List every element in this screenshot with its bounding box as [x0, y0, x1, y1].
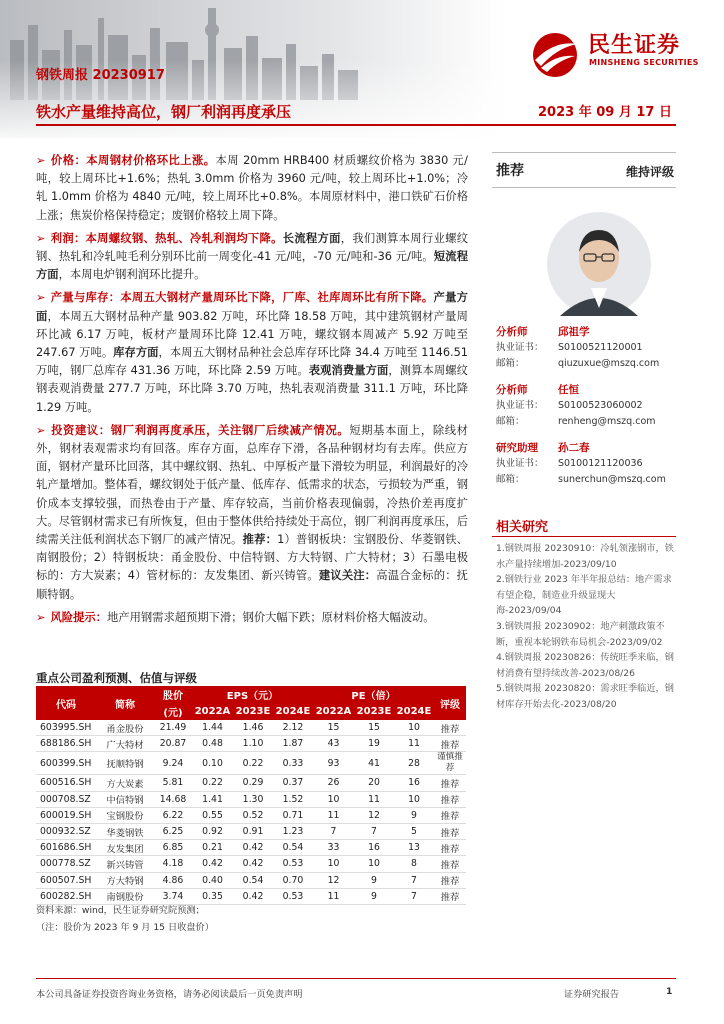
- table-cell: 6.85: [154, 840, 192, 856]
- table-cell: 0.55: [192, 807, 233, 823]
- report-title: 铁水产量维持高位，钢厂利润再度承压: [36, 103, 292, 121]
- analyst-2: [496, 382, 676, 430]
- table-cell: 推荐: [434, 807, 466, 823]
- table-cell: 推荐: [434, 791, 466, 807]
- table-cell: 12: [354, 807, 394, 823]
- report-series: 钢铁周报 20230917: [36, 68, 165, 83]
- table-cell: 1.46: [233, 720, 273, 736]
- header-eps: EPS（元）: [192, 686, 313, 703]
- table-cell: 宝钢股份: [96, 807, 154, 823]
- header-name: 简称: [96, 686, 154, 720]
- cert-number: S0100523060002: [558, 400, 643, 411]
- table-cell: 广大特材: [96, 736, 154, 752]
- header-year: 2024E: [273, 703, 313, 720]
- table-row: [36, 872, 466, 888]
- table-title: 重点公司盈利预测、估值与评级: [36, 671, 197, 685]
- table-cell: 600282.SH: [36, 888, 96, 904]
- paragraph-price: [36, 152, 468, 225]
- table-cell: 4.86: [154, 872, 192, 888]
- report-date: 2023 年 09 月 17 日: [538, 105, 672, 120]
- table-cell: 0.40: [192, 872, 233, 888]
- header-divider: [36, 124, 676, 126]
- table-cell: 600516.SH: [36, 775, 96, 791]
- table-price-note: （注：股价为 2023 年 9 月 15 日收盘价）: [36, 922, 214, 933]
- table-cell: 13: [394, 840, 434, 856]
- table-cell: 28: [394, 752, 434, 775]
- investment-lead: 投资建议：钢厂利润再度承压，关注钢厂后续减产情况。: [50, 423, 350, 437]
- table-cell: 2.12: [273, 720, 313, 736]
- table-cell: 0.91: [233, 823, 273, 839]
- table-cell: 推荐: [434, 888, 466, 904]
- paragraph-investment: [36, 422, 468, 604]
- table-cell: 1.10: [233, 736, 273, 752]
- header-year: 2023E: [233, 703, 273, 720]
- investment-bold-2: 建议关注：: [318, 569, 377, 583]
- analyst-name: 孙二春: [558, 442, 590, 454]
- header-code: 代码: [36, 686, 96, 720]
- profit-bold-2: 短流程方面: [36, 250, 468, 282]
- table-cell: 0.42: [233, 840, 273, 856]
- sidebar: [492, 152, 676, 710]
- table-row: [36, 752, 466, 775]
- table-cell: 9: [354, 872, 394, 888]
- table-cell: 1.41: [192, 791, 233, 807]
- paragraph-output-inventory: [36, 289, 468, 416]
- analyst-role: 分析师: [496, 326, 528, 338]
- table-cell: 10: [394, 791, 434, 807]
- investment-text-3: 高温合金标的：抚顺特钢。: [36, 569, 468, 601]
- table-cell: 推荐: [434, 775, 466, 791]
- bullet-icon: ➢: [36, 610, 46, 624]
- rating-status: 维持评级: [625, 165, 674, 179]
- table-cell: 0.54: [233, 872, 273, 888]
- table-cell: 友发集团: [96, 840, 154, 856]
- footer-divider: [36, 978, 676, 979]
- footer-disclaimer: 本公司具备证券投资咨询业务资格，请务必阅读最后一页免责声明: [36, 989, 303, 1000]
- table-cell: 0.92: [192, 823, 233, 839]
- table-cell: 推荐: [434, 823, 466, 839]
- table-cell: 0.42: [233, 856, 273, 872]
- paragraph-profit: [36, 230, 468, 285]
- analyst-photo: [546, 204, 652, 324]
- profit-lead: 利润：本周螺纹钢、热轧、冷轧利润均下降。: [50, 231, 283, 245]
- paragraph-risk: [36, 609, 468, 627]
- related-research-item[interactable]: 5.钢铁周报 20230820：需求旺季临近，钢材库存开始去化-2023/08/20: [496, 683, 674, 710]
- header-pe: PE（倍）: [313, 686, 434, 703]
- cert-label: 执业证书：: [496, 458, 544, 469]
- table-cell: 0.70: [273, 872, 313, 888]
- table-cell: 方大特钢: [96, 872, 154, 888]
- table-cell: 603995.SH: [36, 720, 96, 736]
- table-row: [36, 775, 466, 791]
- investment-bold-1: 推荐：: [242, 533, 278, 547]
- table-cell: 0.10: [192, 752, 233, 775]
- bullet-icon: ➢: [36, 231, 46, 245]
- table-cell: 谨慎推荐: [434, 752, 466, 775]
- table-cell: 10: [394, 720, 434, 736]
- table-cell: 7: [394, 888, 434, 904]
- table-cell: 9.24: [154, 752, 192, 775]
- rating-box: [492, 152, 676, 188]
- price-lead: 价格：本周钢材价格环比上涨。: [50, 154, 216, 167]
- email-address[interactable]: renheng@mszq.com: [558, 416, 656, 427]
- table-cell: 推荐: [434, 840, 466, 856]
- table-cell: 0.42: [233, 888, 273, 904]
- profit-text-2: ，本周电炉钢利润环比提升。: [58, 268, 206, 282]
- table-cell: 43: [313, 736, 354, 752]
- table-row: [36, 736, 466, 752]
- bullet-icon: ➢: [36, 423, 46, 437]
- table-cell: 0.33: [273, 752, 313, 775]
- table-cell: 11: [354, 791, 394, 807]
- table-cell: 10: [313, 856, 354, 872]
- cert-label: 执业证书：: [496, 342, 544, 353]
- output-text-3: ，测算本周螺纹钢表观消费量 277.7 万吨，环比降 3.70 万吨，热轧表观消费量 311.1 万吨，环比降 1.29 万吨。: [36, 364, 468, 414]
- cert-number: S0100521120001: [558, 342, 643, 353]
- logo-subtitle: MINSHENG SECURITIES: [589, 58, 699, 67]
- output-text-1: ，本周五大钢材品种产量 903.82 万吨，环比降 18.58 万吨，其中建筑钢材产量周环比减 6.17 万吨，板材产量周环比降 12.41 万吨，螺纹钢本周减产 5.92 万吨至 247.67 万吨。: [36, 309, 468, 360]
- table-cell: 推荐: [434, 856, 466, 872]
- output-bold-2: 库存方面: [113, 346, 159, 360]
- table-cell: 0.22: [233, 752, 273, 775]
- table-cell: 000778.SZ: [36, 856, 96, 872]
- table-cell: 0.52: [233, 807, 273, 823]
- table-cell: 1.23: [273, 823, 313, 839]
- related-research-item[interactable]: 2.钢铁行业 2023 年半年报总结：地产需求有望企稳，制造业升级显现大海-2023/09/04: [496, 574, 672, 617]
- table-source-note: 资料来源：wind，民生证券研究院预测；: [36, 905, 205, 916]
- related-research-item[interactable]: 4.钢铁周报 20230826：传统旺季来临，钢材消费有望持续改善-2023/08/26: [496, 652, 674, 679]
- profit-text-1: ，我们测算本周行业螺纹钢、热轧和冷轧吨毛利分别环比前一周变化-41 元/吨，-70 元/吨和-36 元/吨。: [36, 231, 468, 264]
- analyst-role: 研究助理: [496, 442, 538, 454]
- table-cell: 15: [354, 720, 394, 736]
- table-cell: 8: [394, 856, 434, 872]
- table-cell: 7: [394, 872, 434, 888]
- investment-text-1: 短期基本面上，除线材外，钢材表观需求均有回落。库存方面，总库存下滑，各品种钢材均有去库。供应方面，钢材产量环比回落，其中螺纹钢、热轧、中厚板产量下滑较为明显，利润最好的冷轧产量增加。整体看，螺纹钢处于低产量、低库存、低需求的状态，亏损较为严重，钢价成本支撑较强，而热卷由于产量、库存较高，当前价格表现偏弱，冷热价差再度扩大。尽管钢材需求已有所恢复，但由于整体供给持续处于高位，钢厂利润再度承压，后续需关注低利润状态下钢厂的减产情况。: [36, 423, 468, 547]
- header-price-unit: (元): [154, 703, 192, 720]
- table-cell: 0.71: [273, 807, 313, 823]
- table-cell: 5: [394, 823, 434, 839]
- table-cell: 推荐: [434, 872, 466, 888]
- analyst-3: [496, 440, 676, 488]
- email-address[interactable]: sunerchun@mszq.com: [558, 474, 666, 485]
- header-year: 2022A: [313, 703, 354, 720]
- table-cell: 抚顺特钢: [96, 752, 154, 775]
- table-cell: 10: [354, 856, 394, 872]
- table-cell: 6.22: [154, 807, 192, 823]
- table-cell: 11: [313, 888, 354, 904]
- table-cell: 19: [354, 736, 394, 752]
- table-row: [36, 840, 466, 856]
- related-research-item[interactable]: 3.钢铁周报 20230902：地产刺激政策不断，重视本轮钢铁布局机会-2023/09/02: [496, 620, 665, 648]
- table-cell: 688186.SH: [36, 736, 96, 752]
- header-year: 2022A: [192, 703, 233, 720]
- footer-doc-type: 证券研究报告: [564, 989, 620, 1000]
- output-bold-3: 表观消费量方面: [308, 364, 389, 378]
- table-cell: 1.44: [192, 720, 233, 736]
- table-cell: 7: [313, 823, 354, 839]
- email-address[interactable]: qiuzuxue@mszq.com: [558, 358, 660, 369]
- table-cell: 14.68: [154, 791, 192, 807]
- table-cell: 600019.SH: [36, 807, 96, 823]
- table-cell: 0.35: [192, 888, 233, 904]
- table-cell: 0.29: [233, 775, 273, 791]
- table-cell: 南钢股份: [96, 888, 154, 904]
- table-row: [36, 807, 466, 823]
- table-cell: 方大炭素: [96, 775, 154, 791]
- table-cell: 5.81: [154, 775, 192, 791]
- email-label: 邮箱：: [496, 474, 525, 485]
- related-research-list: [496, 541, 674, 713]
- related-research-title: 相关研究: [496, 520, 549, 535]
- table-cell: 600507.SH: [36, 872, 96, 888]
- table-cell: 601686.SH: [36, 840, 96, 856]
- risk-text: 地产用钢需求超预期下滑；钢价大幅下跌；原材料价格大幅波动。: [106, 610, 435, 624]
- rating-label: 推荐: [496, 163, 524, 179]
- table-cell: 0.53: [273, 888, 313, 904]
- table-cell: 93: [313, 752, 354, 775]
- table-cell: 000708.SZ: [36, 791, 96, 807]
- table-cell: 0.22: [192, 775, 233, 791]
- table-cell: 推荐: [434, 736, 466, 752]
- table-cell: 16: [354, 840, 394, 856]
- table-cell: 600399.SH: [36, 752, 96, 775]
- table-cell: 1.30: [233, 791, 273, 807]
- main-content: [36, 152, 468, 632]
- table-row: [36, 856, 466, 872]
- analyst-role: 分析师: [496, 384, 528, 396]
- header-year: 2023E: [354, 703, 394, 720]
- table-cell: 11: [313, 807, 354, 823]
- cert-number: S0100121120036: [558, 458, 643, 469]
- table-row: [36, 720, 466, 736]
- table-cell: 15: [313, 720, 354, 736]
- table-cell: 3.74: [154, 888, 192, 904]
- output-bold-1: 产量方面: [36, 291, 468, 323]
- table-cell: 新兴铸管: [96, 856, 154, 872]
- table-cell: 21.49: [154, 720, 192, 736]
- header-rating: 评级: [434, 686, 466, 720]
- table-cell: 9: [394, 807, 434, 823]
- table-cell: 中信特钢: [96, 791, 154, 807]
- header-year: 2024E: [394, 703, 434, 720]
- email-label: 邮箱：: [496, 416, 525, 427]
- header-price: 股价: [154, 686, 192, 703]
- table-cell: 20: [354, 775, 394, 791]
- related-research-item[interactable]: 1.钢铁周报 20230910：冷轧领涨钢市，铁水产量持续增加-2023/09/10: [496, 543, 674, 570]
- table-cell: 0.37: [273, 775, 313, 791]
- risk-lead: 风险提示：: [50, 610, 107, 624]
- cert-label: 执业证书：: [496, 400, 544, 411]
- table-cell: 12: [313, 872, 354, 888]
- page-number: 1: [666, 986, 673, 997]
- table-cell: 0.48: [192, 736, 233, 752]
- table-cell: 0.53: [273, 856, 313, 872]
- table-row: [36, 791, 466, 807]
- earnings-table: [36, 686, 466, 905]
- output-text-2: ，本周五大钢材品种社会总库存环比降 34.4 万吨至 1146.51 万吨，钢厂总库存 431.36 万吨，环比降 2.59 万吨。: [36, 346, 468, 378]
- table-row: [36, 823, 466, 839]
- table-cell: 1.87: [273, 736, 313, 752]
- table-cell: 华菱钢铁: [96, 823, 154, 839]
- table-cell: 6.25: [154, 823, 192, 839]
- table-cell: 000932.SZ: [36, 823, 96, 839]
- table-cell: 16: [394, 775, 434, 791]
- table-cell: 推荐: [434, 720, 466, 736]
- table-cell: 20.87: [154, 736, 192, 752]
- profit-bold-1: 长流程方面: [282, 231, 341, 245]
- logo-mark: [527, 30, 583, 80]
- table-cell: 甬金股份: [96, 720, 154, 736]
- analyst-name: 任恒: [558, 384, 579, 396]
- related-research-divider: [492, 536, 676, 537]
- bullet-icon: ➢: [36, 291, 46, 305]
- table-cell: 7: [354, 823, 394, 839]
- table-cell: 10: [313, 791, 354, 807]
- table-cell: 41: [354, 752, 394, 775]
- table-cell: 4.18: [154, 856, 192, 872]
- output-lead: 产量与库存：本周五大钢材产量周环比下降，厂库、社库周环比有所下降。: [50, 291, 434, 305]
- table-cell: 26: [313, 775, 354, 791]
- analyst-name: 邱祖学: [558, 326, 590, 338]
- table-cell: 33: [313, 840, 354, 856]
- investment-text-2: 1）普钢板块：宝钢股份、华菱钢铁、南钢股份；2）特钢板块：甬金股份、中信特钢、方大特钢、广大特材；3）石墨电极标的：方大炭素；4）管材标的：友发集团、新兴铸管。: [36, 533, 468, 583]
- table-cell: 0.21: [192, 840, 233, 856]
- table-cell: 0.42: [192, 856, 233, 872]
- bullet-icon: ➢: [36, 154, 46, 167]
- table-cell: 11: [394, 736, 434, 752]
- logo-text: 民生证券: [588, 33, 681, 58]
- table-cell: 0.54: [273, 840, 313, 856]
- price-text: 本周 20mm HRB400 材质螺纹价格为 3830 元/吨，较上周环比+1.6%；热轧 3.0mm 价格为 3960 元/吨，较上周环比+1.0%；冷轧 1.0mm 价格为 4840 元/吨，较上周环比+0.8%。本周原材料中，港口铁矿石价格上涨；焦炭价格保持稳定；废钢价格较上周下降。: [36, 154, 468, 222]
- email-label: 邮箱：: [496, 358, 525, 369]
- table-cell: 1.52: [273, 791, 313, 807]
- table-cell: 9: [354, 888, 394, 904]
- analyst-1: [496, 324, 676, 372]
